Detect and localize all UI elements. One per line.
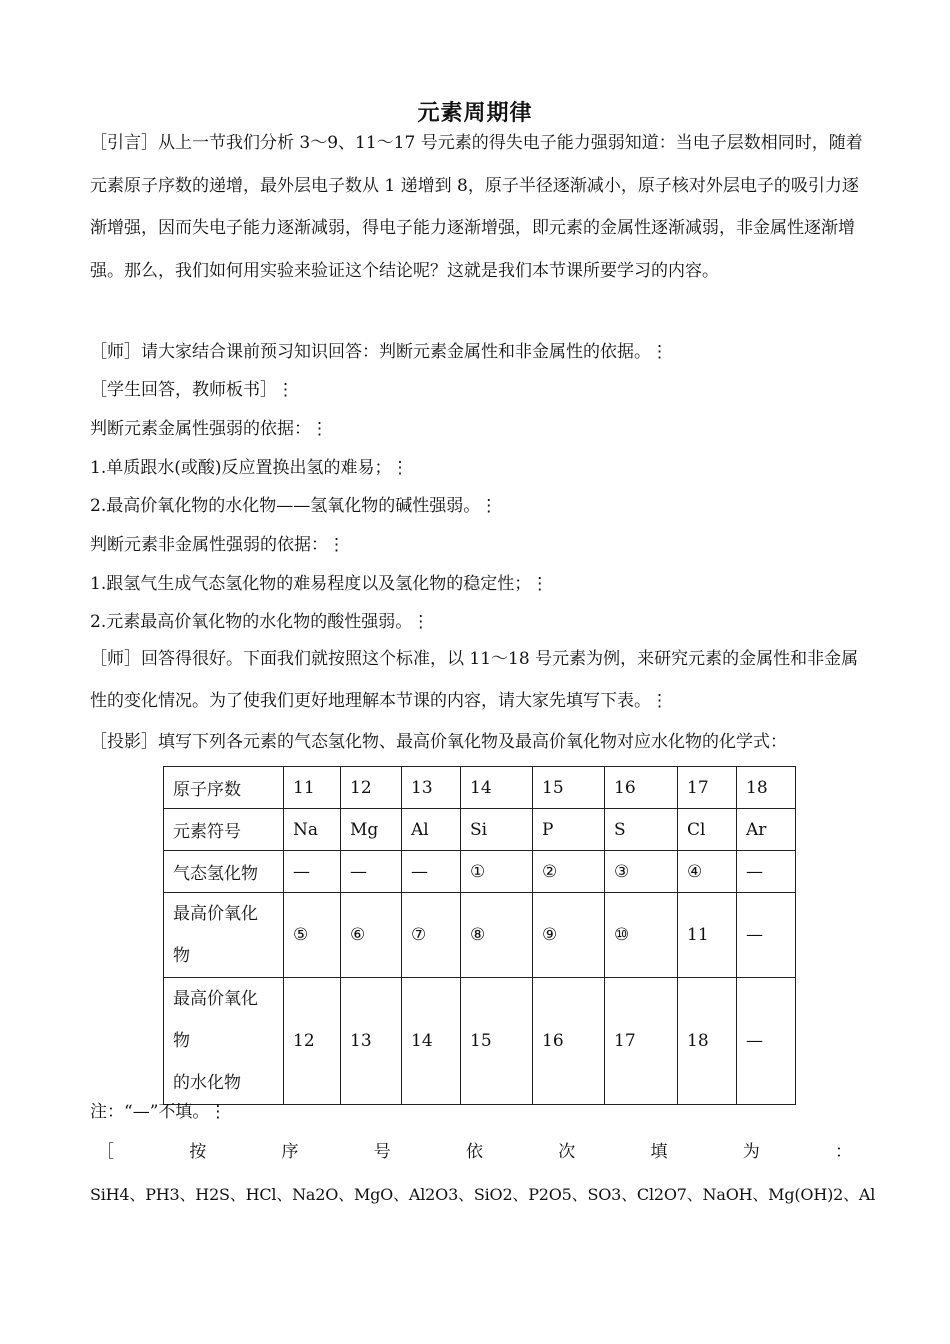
row-header — [164, 978, 284, 1105]
intro-paragraph: ［引言］从上一节我们分析 3～9、11～17 号元素的得失电子能力强弱知道：当电子层数相同时，随着元素原子序数的递增，最外层电子数从 1 递增到 8，原子半径逐渐减小，原子核对外层电子的吸引力逐渐增强，因而失电子能力逐渐减弱，得电子能力逐渐增强，即元素的金属性逐渐减弱，非金属性逐渐增强。那么，我们如何用实验来验证这个结论呢？这就是我们本节课所要学习的内容。 — [90, 133, 863, 281]
table-row — [164, 809, 796, 851]
table-row — [164, 893, 796, 978]
table-cell: 14 — [402, 978, 461, 1105]
table-cell: S — [605, 809, 678, 851]
row-header-line: 的水化物 — [173, 1073, 241, 1093]
table-cell: Ar — [737, 809, 796, 851]
table-cell: Mg — [341, 809, 402, 851]
metal-criteria-heading: 判断元素金属性强弱的依据：⋮ — [90, 419, 328, 439]
table-cell: 18 — [678, 978, 737, 1105]
table-cell: ⑥ — [341, 893, 402, 978]
table-cell: 16 — [605, 767, 678, 809]
table-cell: Si — [461, 809, 533, 851]
table-cell: 11 — [678, 893, 737, 978]
teacher-paragraph: ［师］回答得很好。下面我们就按照这个标准，以 11～18 号元素为例，来研究元素的金属性和非金属性的变化情况。为了使我们更好地理解本节课的内容，请大家先填写下表。⋮ — [90, 649, 859, 711]
row-header-line: 最高价氧化 — [173, 904, 258, 924]
table-cell: — — [737, 851, 796, 893]
table-row — [164, 767, 796, 809]
table-cell: 16 — [533, 978, 605, 1105]
nonmetal-criterion-2: 2.元素最高价氧化物的水化物的酸性强弱。⋮ — [90, 612, 430, 632]
answer-formulas: SiH4、PH3、H2S、HCl、Na2O、MgO、Al2O3、SiO2、P2O5、SO3、Cl2O7、NaOH、Mg(OH)2、Al — [90, 1185, 876, 1204]
answer-heading-char: ： — [835, 1142, 852, 1162]
table-cell: ⑩ — [605, 893, 678, 978]
table-cell: ② — [533, 851, 605, 893]
table-cell: 15 — [533, 767, 605, 809]
element-table — [163, 766, 796, 1105]
table-cell: ④ — [678, 851, 737, 893]
table-cell: 15 — [461, 978, 533, 1105]
row-header-line: 物 — [173, 946, 190, 966]
nonmetal-criteria-heading: 判断元素非金属性强弱的依据：⋮ — [90, 535, 345, 555]
answer-heading-char: ［ — [97, 1142, 114, 1162]
table-cell: 14 — [461, 767, 533, 809]
table-row — [164, 978, 796, 1105]
table-cell: 17 — [678, 767, 737, 809]
answer-heading — [97, 1137, 852, 1162]
table-cell: Cl — [678, 809, 737, 851]
row-header: 气态氢化物 — [164, 851, 284, 893]
row-header — [164, 893, 284, 978]
answer-heading-char: 序 — [281, 1142, 299, 1162]
answer-heading-char: 填 — [650, 1142, 668, 1162]
answer-heading-char: 号 — [373, 1142, 391, 1162]
table-cell: ⑨ — [533, 893, 605, 978]
projection-line: ［投影］填写下列各元素的气态氢化物、最高价氧化物及最高价氧化物对应水化物的化学式： — [90, 732, 787, 752]
table-cell: P — [533, 809, 605, 851]
row-header: 元素符号 — [164, 809, 284, 851]
table-cell: ⑧ — [461, 893, 533, 978]
metal-criterion-2: 2.最高价氧化物的水化物——氢氧化物的碱性强弱。⋮ — [90, 496, 498, 516]
table-cell: ① — [461, 851, 533, 893]
table-cell: 11 — [284, 767, 341, 809]
table-cell: 18 — [737, 767, 796, 809]
answer-heading-char: 依 — [466, 1142, 483, 1162]
table-cell: ⑤ — [284, 893, 341, 978]
table-row — [164, 851, 796, 893]
nonmetal-criterion-1: 1.跟氢气生成气态氢化物的难易程度以及氢化物的稳定性；⋮ — [90, 574, 549, 594]
table-cell: — — [737, 978, 796, 1105]
table-cell: ③ — [605, 851, 678, 893]
table-cell: — — [341, 851, 402, 893]
student-answer-label: ［学生回答，教师板书］⋮ — [90, 380, 294, 400]
page-title: 元素周期律 — [417, 101, 533, 126]
table-cell: Na — [284, 809, 341, 851]
table-cell: — — [402, 851, 461, 893]
row-header: 原子序数 — [164, 767, 284, 809]
answer-heading-char: 按 — [189, 1142, 207, 1162]
table-cell: ⑦ — [402, 893, 461, 978]
row-header-line: 物 — [173, 1031, 190, 1051]
table-cell: 13 — [341, 978, 402, 1105]
table-cell: — — [737, 893, 796, 978]
table-cell: Al — [402, 809, 461, 851]
table-cell: 12 — [284, 978, 341, 1105]
teacher-question: ［师］请大家结合课前预习知识回答：判断元素金属性和非金属性的依据。⋮ — [90, 342, 668, 362]
table-cell: — — [284, 851, 341, 893]
table-note: 注：“—”不填。⋮ — [90, 1102, 227, 1122]
table-cell: 12 — [341, 767, 402, 809]
table-cell: 17 — [605, 978, 678, 1105]
answer-heading-char: 为 — [742, 1142, 760, 1162]
table-cell: 13 — [402, 767, 461, 809]
answer-heading-char: 次 — [558, 1142, 576, 1162]
row-header-line: 最高价氧化 — [173, 989, 258, 1009]
metal-criterion-1: 1.单质跟水(或酸)反应置换出氢的难易；⋮ — [90, 458, 409, 478]
